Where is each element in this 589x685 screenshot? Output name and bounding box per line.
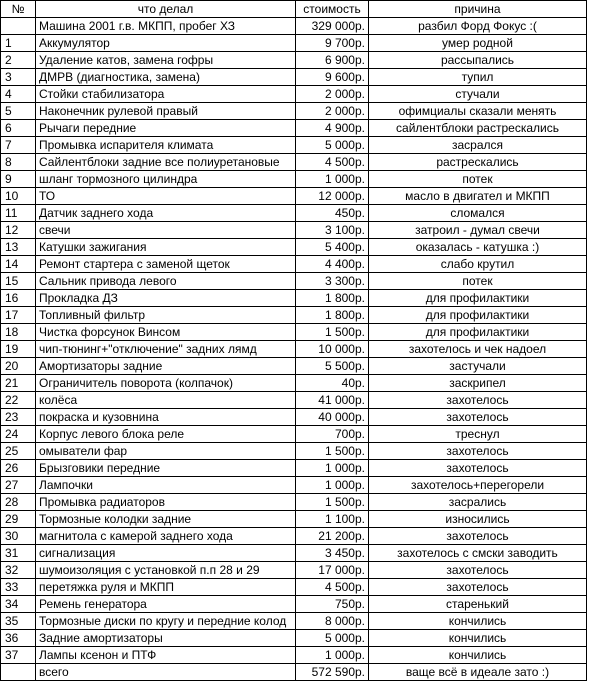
total-num[interactable] [1, 664, 36, 681]
table-row [1, 579, 587, 596]
row-what-cell[interactable]: Стойки стабилизатора [36, 86, 296, 103]
row-num-cell[interactable]: 3 [1, 69, 36, 86]
row-cost-cell[interactable]: 450р. [296, 205, 369, 222]
table-row [1, 35, 587, 52]
row-num-cell[interactable]: 4 [1, 86, 36, 103]
row-why-cell[interactable]: захотелось+перегорели [369, 477, 587, 494]
row-what-cell[interactable]: шланг тормозного цилиндра [36, 171, 296, 188]
row-num-cell[interactable] [1, 18, 36, 35]
row-why-cell[interactable]: масло в двигател и МКПП [369, 188, 587, 205]
row-num-cell[interactable]: 15 [1, 273, 36, 290]
row-what-cell[interactable]: Промывка радиаторов [36, 494, 296, 511]
row-why-cell[interactable]: сайлентблоки растрескались [369, 120, 587, 137]
row-num-cell[interactable]: 10 [1, 188, 36, 205]
row-what-cell[interactable]: Тормозные диски по кругу и передние колод [36, 613, 296, 630]
row-what-cell[interactable]: омыватели фар [36, 443, 296, 460]
row-what-cell[interactable]: шумоизоляция с установкой п.п 28 и 29 [36, 562, 296, 579]
row-num-cell[interactable]: 32 [1, 562, 36, 579]
table-row [1, 562, 587, 579]
table-row [1, 171, 587, 188]
row-why-cell[interactable]: захотелось и чек надоел [369, 341, 587, 358]
table-row [1, 545, 587, 562]
row-cost-cell[interactable]: 4 400р. [296, 256, 369, 273]
row-cost-cell[interactable]: 2 000р. [296, 86, 369, 103]
row-what-cell[interactable]: Наконечник рулевой правый [36, 103, 296, 120]
table-row [1, 494, 587, 511]
row-cost-cell[interactable]: 5 400р. [296, 239, 369, 256]
row-num-cell[interactable]: 20 [1, 358, 36, 375]
row-num-cell[interactable]: 5 [1, 103, 36, 120]
row-what-cell[interactable]: Лампы ксенон и ПТФ [36, 647, 296, 664]
row-what-cell[interactable]: Ограничитель поворота (колпачок) [36, 375, 296, 392]
row-cost-cell[interactable]: 1 500р. [296, 324, 369, 341]
row-cost-cell[interactable]: 1 800р. [296, 290, 369, 307]
row-what-cell[interactable]: Машина 2001 г.в. МКПП, пробег ХЗ [36, 18, 296, 35]
total-label[interactable]: всего [36, 664, 296, 681]
row-cost-cell[interactable]: 5 000р. [296, 137, 369, 154]
row-what-cell[interactable]: Лампочки [36, 477, 296, 494]
row-why-cell[interactable]: слабо крутил [369, 256, 587, 273]
table-row [1, 154, 587, 171]
row-why-cell[interactable]: засрались [369, 494, 587, 511]
table-row [1, 324, 587, 341]
row-why-cell[interactable]: потек [369, 171, 587, 188]
table-row [1, 120, 587, 137]
table-row [1, 273, 587, 290]
row-cost-cell[interactable]: 1 500р. [296, 494, 369, 511]
table-row [1, 409, 587, 426]
row-what-cell[interactable]: Чистка форсунок Винсом [36, 324, 296, 341]
row-why-cell[interactable]: кончились [369, 613, 587, 630]
row-why-cell[interactable]: застучали [369, 358, 587, 375]
row-what-cell[interactable]: Ремонт стартера с заменой щеток [36, 256, 296, 273]
row-why-cell[interactable]: затроил - думал свечи [369, 222, 587, 239]
row-num-cell[interactable]: 28 [1, 494, 36, 511]
row-what-cell[interactable]: свечи [36, 222, 296, 239]
row-cost-cell[interactable]: 700р. [296, 426, 369, 443]
table-row [1, 69, 587, 86]
row-cost-cell[interactable]: 4 900р. [296, 120, 369, 137]
table-row [1, 256, 587, 273]
row-cost-cell[interactable]: 10 000р. [296, 341, 369, 358]
row-what-cell[interactable]: колёса [36, 392, 296, 409]
row-why-cell[interactable]: сломался [369, 205, 587, 222]
row-why-cell[interactable]: кончились [369, 630, 587, 647]
row-num-cell[interactable]: 27 [1, 477, 36, 494]
row-what-cell[interactable]: Сайлентблоки задние все полиуретановые [36, 154, 296, 171]
row-why-cell[interactable]: кончились [369, 647, 587, 664]
table-row [1, 103, 587, 120]
row-what-cell[interactable]: перетяжка руля и МКПП [36, 579, 296, 596]
row-cost-cell[interactable]: 1 000р. [296, 647, 369, 664]
row-num-cell[interactable]: 19 [1, 341, 36, 358]
row-cost-cell[interactable]: 1 000р. [296, 171, 369, 188]
table-row [1, 647, 587, 664]
table-row [1, 375, 587, 392]
row-why-cell[interactable]: захотелось [369, 443, 587, 460]
row-why-cell[interactable]: оказалась - катушка :) [369, 239, 587, 256]
row-cost-cell[interactable]: 3 100р. [296, 222, 369, 239]
row-why-cell[interactable]: растрескались [369, 154, 587, 171]
table-row [1, 460, 587, 477]
row-what-cell[interactable]: Топливный фильтр [36, 307, 296, 324]
row-why-cell[interactable]: захотелось [369, 579, 587, 596]
table-row [1, 630, 587, 647]
table-row [1, 239, 587, 256]
row-cost-cell[interactable]: 40 000р. [296, 409, 369, 426]
row-num-cell[interactable]: 1 [1, 35, 36, 52]
header-cost[interactable]: стоимость [296, 1, 369, 18]
row-cost-cell[interactable]: 329 000р. [296, 18, 369, 35]
row-num-cell[interactable]: 21 [1, 375, 36, 392]
header-num[interactable]: № [1, 1, 36, 18]
row-why-cell[interactable]: стучали [369, 86, 587, 103]
row-cost-cell[interactable]: 3 300р. [296, 273, 369, 290]
table-row [1, 426, 587, 443]
row-cost-cell[interactable]: 41 000р. [296, 392, 369, 409]
row-num-cell[interactable]: 2 [1, 52, 36, 69]
table-row [1, 222, 587, 239]
row-what-cell[interactable]: Брызговики передние [36, 460, 296, 477]
row-cost-cell[interactable]: 9 700р. [296, 35, 369, 52]
row-why-cell[interactable]: захотелось с смски заводить [369, 545, 587, 562]
row-num-cell[interactable]: 9 [1, 171, 36, 188]
row-why-cell[interactable]: тупил [369, 69, 587, 86]
table-body [1, 18, 587, 664]
row-num-cell[interactable]: 8 [1, 154, 36, 171]
row-num-cell[interactable]: 30 [1, 528, 36, 545]
row-what-cell[interactable]: Задние амортизаторы [36, 630, 296, 647]
row-why-cell[interactable]: для профилактики [369, 324, 587, 341]
row-what-cell[interactable]: Промывка испарителя климата [36, 137, 296, 154]
row-why-cell[interactable]: заскрипел [369, 375, 587, 392]
row-what-cell[interactable]: Датчик заднего хода [36, 205, 296, 222]
row-cost-cell[interactable]: 3 450р. [296, 545, 369, 562]
table-row [1, 137, 587, 154]
total-row [1, 664, 587, 681]
row-cost-cell[interactable]: 21 200р. [296, 528, 369, 545]
row-num-cell[interactable]: 34 [1, 596, 36, 613]
row-cost-cell[interactable]: 1 000р. [296, 477, 369, 494]
header-what[interactable]: что делал [36, 1, 296, 18]
row-cost-cell[interactable]: 12 000р. [296, 188, 369, 205]
row-num-cell[interactable]: 11 [1, 205, 36, 222]
row-num-cell[interactable]: 36 [1, 630, 36, 647]
row-num-cell[interactable]: 35 [1, 613, 36, 630]
row-what-cell[interactable]: ДМРВ (диагностика, замена) [36, 69, 296, 86]
row-why-cell[interactable]: потек [369, 273, 587, 290]
row-what-cell[interactable]: Аккумулятор [36, 35, 296, 52]
row-num-cell[interactable]: 24 [1, 426, 36, 443]
row-num-cell[interactable]: 17 [1, 307, 36, 324]
row-what-cell[interactable]: Корпус левого блока реле [36, 426, 296, 443]
table-row [1, 511, 587, 528]
row-what-cell[interactable]: сигнализация [36, 545, 296, 562]
row-num-cell[interactable]: 26 [1, 460, 36, 477]
row-why-cell[interactable]: умер родной [369, 35, 587, 52]
row-why-cell[interactable]: разбил Форд Фокус :( [369, 18, 587, 35]
row-num-cell[interactable]: 22 [1, 392, 36, 409]
row-what-cell[interactable]: Катушки зажигания [36, 239, 296, 256]
row-why-cell[interactable]: старенький [369, 596, 587, 613]
table-row [1, 528, 587, 545]
table-row [1, 18, 587, 35]
header-row [1, 1, 587, 18]
row-why-cell[interactable]: для профилактики [369, 307, 587, 324]
row-cost-cell[interactable]: 5 000р. [296, 630, 369, 647]
row-why-cell[interactable]: захотелось [369, 392, 587, 409]
row-what-cell[interactable]: Ремень генератора [36, 596, 296, 613]
row-why-cell[interactable]: захотелось [369, 409, 587, 426]
row-num-cell[interactable]: 18 [1, 324, 36, 341]
row-what-cell[interactable]: Прокладка ДЗ [36, 290, 296, 307]
row-what-cell[interactable]: покраска и кузовнина [36, 409, 296, 426]
row-cost-cell[interactable]: 1 100р. [296, 511, 369, 528]
row-cost-cell[interactable]: 5 500р. [296, 358, 369, 375]
row-what-cell[interactable]: Рычаги передние [36, 120, 296, 137]
table-row [1, 86, 587, 103]
table-row [1, 358, 587, 375]
table-row [1, 443, 587, 460]
row-cost-cell[interactable]: 9 600р. [296, 69, 369, 86]
row-cost-cell[interactable]: 2 000р. [296, 103, 369, 120]
row-num-cell[interactable]: 37 [1, 647, 36, 664]
row-what-cell[interactable]: магнитола с камерой заднего хода [36, 528, 296, 545]
row-cost-cell[interactable]: 17 000р. [296, 562, 369, 579]
table-row [1, 52, 587, 69]
row-why-cell[interactable]: захотелось [369, 528, 587, 545]
row-cost-cell[interactable]: 6 900р. [296, 52, 369, 69]
row-what-cell[interactable]: Тормозные колодки задние [36, 511, 296, 528]
row-why-cell[interactable]: захотелось [369, 460, 587, 477]
row-num-cell[interactable]: 25 [1, 443, 36, 460]
row-cost-cell[interactable]: 1 000р. [296, 460, 369, 477]
table-row [1, 596, 587, 613]
row-what-cell[interactable]: Амортизаторы задние [36, 358, 296, 375]
table-row [1, 392, 587, 409]
total-note[interactable]: ваще всё в идеале зато :) [369, 664, 587, 681]
table-row [1, 205, 587, 222]
table-row [1, 188, 587, 205]
row-num-cell[interactable]: 16 [1, 290, 36, 307]
row-cost-cell[interactable]: 750р. [296, 596, 369, 613]
row-why-cell[interactable]: засрался [369, 137, 587, 154]
row-num-cell[interactable]: 23 [1, 409, 36, 426]
row-why-cell[interactable]: офимциалы сказали менять [369, 103, 587, 120]
header-why[interactable]: причина [369, 1, 587, 18]
row-num-cell[interactable]: 12 [1, 222, 36, 239]
row-num-cell[interactable]: 31 [1, 545, 36, 562]
row-cost-cell[interactable]: 4 500р. [296, 579, 369, 596]
total-cost[interactable]: 572 590р. [296, 664, 369, 681]
row-cost-cell[interactable]: 8 000р. [296, 613, 369, 630]
row-num-cell[interactable]: 29 [1, 511, 36, 528]
row-why-cell[interactable]: износились [369, 511, 587, 528]
table-row [1, 341, 587, 358]
row-what-cell[interactable]: чип-тюнинг+"отключение" задних лямд [36, 341, 296, 358]
row-cost-cell[interactable]: 1 800р. [296, 307, 369, 324]
row-why-cell[interactable]: рассыпались [369, 52, 587, 69]
table-row [1, 290, 587, 307]
row-cost-cell[interactable]: 40р. [296, 375, 369, 392]
row-what-cell[interactable]: ТО [36, 188, 296, 205]
row-why-cell[interactable]: для профилактики [369, 290, 587, 307]
row-what-cell[interactable]: Сальник привода левого [36, 273, 296, 290]
table-row [1, 613, 587, 630]
table-row [1, 477, 587, 494]
row-num-cell[interactable]: 14 [1, 256, 36, 273]
row-cost-cell[interactable]: 4 500р. [296, 154, 369, 171]
row-what-cell[interactable]: Удаление катов, замена гофры [36, 52, 296, 69]
row-num-cell[interactable]: 7 [1, 137, 36, 154]
row-num-cell[interactable]: 33 [1, 579, 36, 596]
row-why-cell[interactable]: треснул [369, 426, 587, 443]
row-num-cell[interactable]: 6 [1, 120, 36, 137]
table-row [1, 307, 587, 324]
row-why-cell[interactable]: захотелось [369, 562, 587, 579]
row-num-cell[interactable]: 13 [1, 239, 36, 256]
row-cost-cell[interactable]: 1 500р. [296, 443, 369, 460]
